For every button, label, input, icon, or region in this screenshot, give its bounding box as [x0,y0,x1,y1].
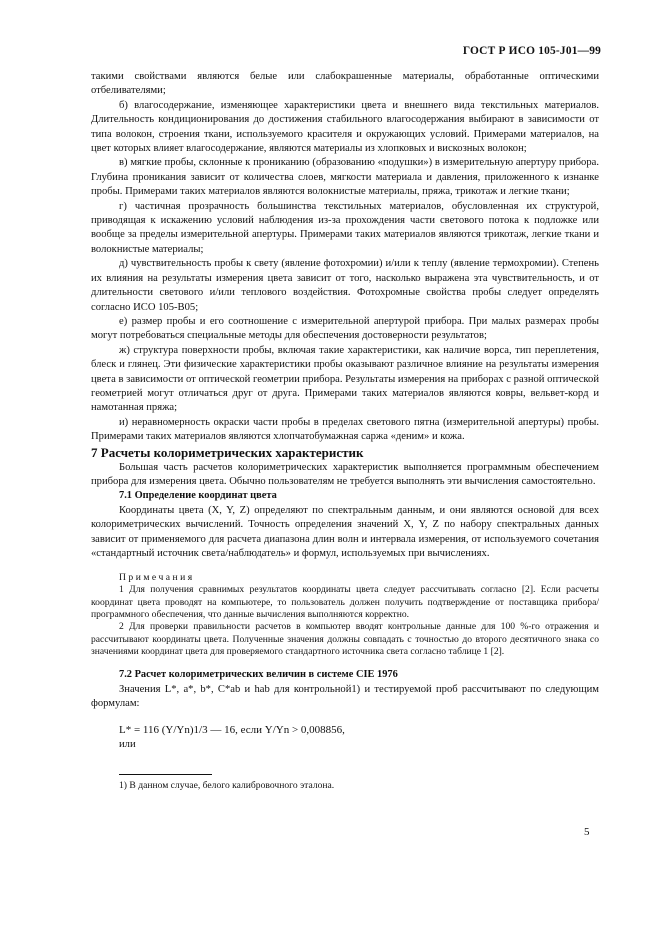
list-item-i: и) неравномерность окраски части пробы в пределах светового пятна (измерительной апертуры) пробы. Примерами таких материалов являются хлопчатобумажная саржа «деним» и кожа. [91,416,599,443]
footnote-divider [119,774,212,775]
subsection-7-1-title: 7.1 Определение координат цвета [119,490,277,502]
list-item-e: е) размер пробы и его соотношение с измерительной апертурой прибора. При малых размерах пробы могут потребоваться специальные методы для обеспечения достоверности результатов; [91,315,599,342]
list-item-b: б) влагосодержание, изменяющее характеристики цвета и внешнего вида текстильных материалов. Длительность кондиционирования до достижения стабильного влагосодержания выбирают в зависимости от типа волокон, строения ткани, используемого красителя и окружающих условий. Примерами материалов, на цвет которых влияет влагосодержание, являются материалы из хлопковых и вискозных волокон; [91,99,599,155]
document-body [91,70,599,794]
section-7-intro: Большая часть расчетов колориметрических характеристик выполняется программным обеспечением прибора для измерения цвета. Обычно пользователям не требуется выполнять эти вычисления самостоятельно. [91,461,599,487]
list-item-zh: ж) структура поверхности пробы, включая такие характеристики, как наличие ворса, тип переплетения, блеск и глянец. Эти физические характеристики пробы оказывают различное влияние на результаты измерения цвета в зависимости от оптической геометрии прибора. Результаты измерения на приборах с разной оптической геометрией могут отличаться друг от друга. Примерами таких материалов являются ковры, вельвет-корд и намотанная пряжа; [91,344,599,414]
note-2: 2 Для проверки правильности расчетов в компьютер вводят контрольные данные для 100 %-го отражения и рассчитывают координаты цвета. Полученные значения должны совпадать с точностью до второго десятичного знака со значениями координат цвета для проверяемого стандартного источника света согласно таблице 1 [2]. [91,621,599,657]
notes-heading: Примечания [119,572,195,584]
paragraph-top: такими свойствами являются белые или слабокрашенные материалы, обработанные оптическими отбеливателями; [91,71,599,97]
formula-l-star: L* = 116 (Y/Yn)1/3 — 16, если Y/Yn > 0,008856, [119,724,345,737]
page-number: 5 [584,826,590,838]
formula-or: или [119,738,136,750]
section-7-title: 7 Расчеты колориметрических характеристик [91,444,364,460]
note-1: 1 Для получения сравнимых результатов координаты цвета следует рассчитывать согласно [2]. Если расчеты координат цвета проводят на компьютере, то пользователь должен получить подтверждение от поставщика прибора/программного обеспечения, что данные вычисления выполняются корректно. [91,584,599,620]
subsection-7-2-text: Значения L*, a*, b*, C*ab и hab для контрольной1) и тестируемой проб рассчитывают по следующим формулам: [91,683,599,709]
list-item-g: г) частичная прозрачность большинства текстильных материалов, обусловленная их структурой, приводящая к искажению условий наблюдения из-за прохождения части светового потока к подложке или вообще за пределы измерительной апертуры. Примерами таких материалов являются трикотаж, легкие ткани и волокнистые материалы; [91,200,599,255]
subsection-7-2-title: 7.2 Расчет колориметрических величин в системе CIE 1976 [119,669,398,681]
list-item-d: д) чувствительность пробы к свету (явление фотохромии) и/или к теплу (явление термохромии). Степень их влияния на результаты измерения цвета зависит от того, насколько выражена эта чувствительность, и от длительности светового и/или теплового воздействия. Фотохромные свойства пробы следует определять согласно ИСО 105-B05; [91,258,599,313]
page-header-standard-code: ГОСТ Р ИСО 105-J01—99 [462,45,601,57]
list-item-v: в) мягкие пробы, склонные к прониканию (образованию «подушки») в измерительную апертуру прибора. Глубина проникания зависит от количества слоев, мягкости материала и давления, приложенного к изнанке пробы. Примерами таких материалов являются волокнистые материалы, пряжа, трикотаж и легкие ткани; [91,157,599,198]
subsection-7-1-text: Координаты цвета (X, Y, Z) определяют по спектральным данным, и они являются основой для всех колориметрических вычислений. Точность определения значений X, Y, Z по набору спектральных данных зависит от применяемого для расчета диапазона длин волн и интервала измерения, от используемого сочетания «стандартный источник света/наблюдатель» и формул, используемых при вычислениях. [91,504,599,559]
footnote: 1) В данном случае, белого калибровочного эталона. [119,780,335,792]
